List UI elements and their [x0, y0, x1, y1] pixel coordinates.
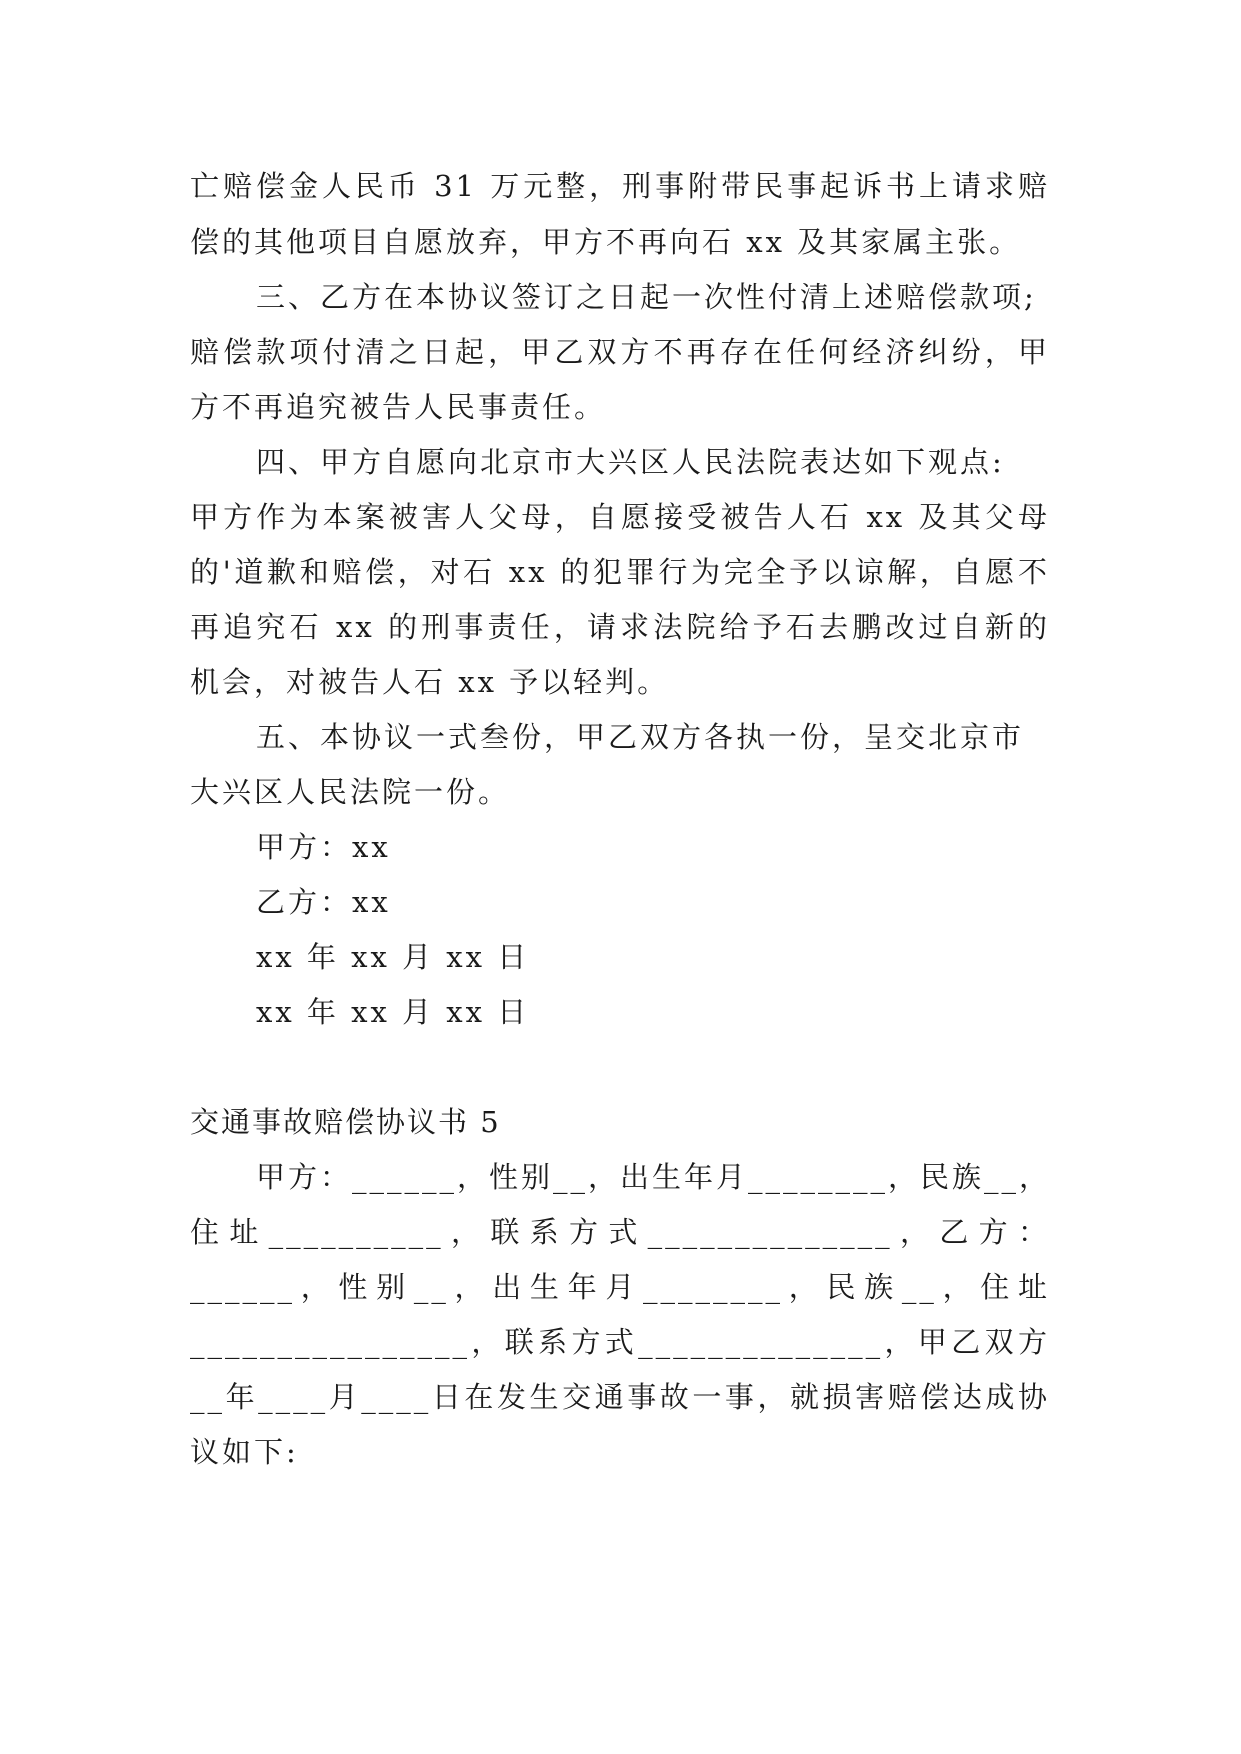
- paragraph-line: 的'道歉和赔偿，对石 xx 的犯罪行为完全予以谅解，自愿不: [190, 555, 1050, 589]
- paragraph-line: 四、甲方自愿向北京市大兴区人民法院表达如下观点:: [256, 445, 1005, 479]
- paragraph-line: 三、乙方在本协议签订之日起一次性付清上述赔偿款项;: [256, 280, 1037, 314]
- paragraph-line: 甲方作为本案被害人父母，自愿接受被告人石 xx 及其父母: [190, 500, 1050, 534]
- paragraph-line: 再追究石 xx 的刑事责任，请求法院给予石去鹏改过自新的: [190, 610, 1050, 644]
- agreement-title: 交通事故赔偿协议书 5: [190, 1105, 501, 1139]
- paragraph-line: 大兴区人民法院一份。: [190, 775, 511, 809]
- signature-date: xx 年 xx 月 xx 日: [256, 940, 530, 974]
- paragraph-line: 机会，对被告人石 xx 予以轻判。: [190, 665, 670, 699]
- paragraph-line: ________________，联系方式______________，甲乙双方: [190, 1325, 1050, 1359]
- paragraph-line: 五、本协议一式叁份，甲乙双方各执一份，呈交北京市: [256, 720, 1025, 754]
- paragraph-line: 住址__________，联系方式______________，乙方：: [190, 1215, 1050, 1249]
- paragraph-line: ______，性别__，出生年月________，民族__，住址: [190, 1270, 1050, 1304]
- paragraph-line: 偿的其他项目自愿放弃，甲方不再向石 xx 及其家属主张。: [190, 225, 1022, 259]
- paragraph-line: __年____月____日在发生交通事故一事，就损害赔偿达成协: [190, 1380, 1050, 1414]
- party-a-signature: 甲方：xx: [256, 830, 391, 864]
- paragraph-line: 方不再追究被告人民事责任。: [190, 390, 607, 424]
- paragraph-line: 亡赔偿金人民币 31 万元整，刑事附带民事起诉书上请求赔: [190, 169, 1050, 203]
- signature-date: xx 年 xx 月 xx 日: [256, 995, 530, 1029]
- party-b-signature: 乙方：xx: [256, 885, 391, 919]
- paragraph-line: 甲方：______，性别__，出生年月________，民族__，: [256, 1160, 1052, 1194]
- paragraph-line: 议如下:: [190, 1435, 299, 1469]
- paragraph-line: 赔偿款项付清之日起，甲乙双方不再存在任何经济纠纷，甲: [190, 335, 1050, 369]
